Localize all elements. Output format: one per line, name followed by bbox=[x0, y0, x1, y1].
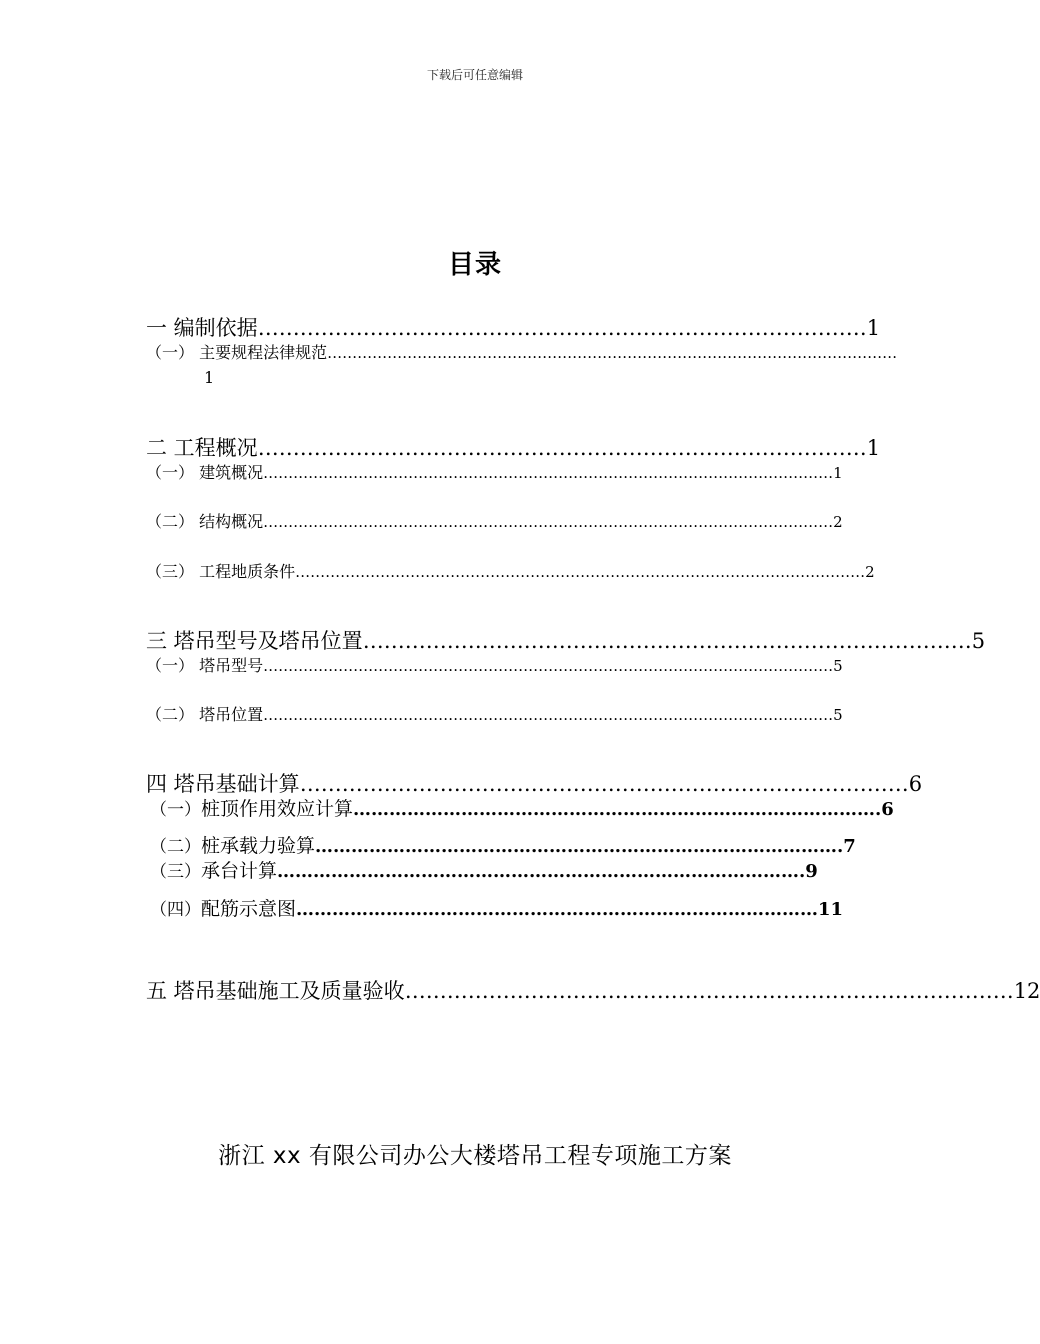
toc-entry-label: 配筋示意图 bbox=[201, 898, 297, 920]
toc-entry-label: 五 塔吊基础施工及质量验收 bbox=[146, 979, 405, 1003]
toc-entry-page: 6 bbox=[908, 772, 923, 796]
toc-entry-label: 四 塔吊基础计算 bbox=[146, 772, 300, 796]
toc-entry-prefix: （一） bbox=[150, 800, 201, 820]
toc-entry-s1[interactable] bbox=[146, 314, 881, 342]
toc-entry-label: 承台计算 bbox=[201, 860, 278, 882]
dot-leader: …………………………………………………………………………………………………… bbox=[295, 563, 866, 581]
dot-leader: …………………………………………………………………………………………………… bbox=[263, 657, 834, 675]
toc-entry-s1a[interactable] bbox=[146, 342, 898, 364]
page-header: 下载后可任意编辑 bbox=[426, 68, 523, 82]
toc-entry-s4[interactable] bbox=[146, 770, 923, 798]
toc-entry-label: 三 塔吊型号及塔吊位置 bbox=[146, 629, 363, 653]
toc-entry-page: 1 bbox=[833, 464, 843, 482]
toc-entry-page: 1 bbox=[866, 316, 881, 340]
toc-entry-label: （三） 工程地质条件 bbox=[146, 562, 296, 581]
toc-entry-s3b[interactable] bbox=[146, 704, 843, 726]
toc-entry-page: 2 bbox=[865, 563, 875, 581]
toc-entry-page: 1 bbox=[866, 436, 881, 460]
dot-leader: …………………………………………………………………………… bbox=[257, 316, 867, 340]
toc-entry-page: 5 bbox=[971, 629, 986, 653]
dot-leader: …………………………………………………………………………………………………… bbox=[263, 464, 834, 482]
toc-entry-label: 桩承载力验算 bbox=[201, 835, 316, 857]
dot-leader: …………………………………………………………………………… bbox=[404, 979, 1014, 1003]
toc-entry-page: .6 bbox=[875, 799, 894, 820]
toc-entry-page: 11 bbox=[818, 899, 844, 920]
toc-entry-label: 桩顶作用效应计算 bbox=[201, 798, 354, 820]
document-title: 浙江 xx 有限公司办公大楼塔吊工程专项施工方案 bbox=[218, 1143, 732, 1169]
toc-entry-s2c[interactable] bbox=[146, 561, 875, 583]
toc-entry-label: （一） 塔吊型号 bbox=[146, 656, 264, 675]
toc-entry-page: .7 bbox=[837, 836, 856, 857]
toc-entry-prefix: （三） bbox=[150, 862, 201, 882]
toc-entry-label: （一） 建筑概况 bbox=[146, 463, 264, 482]
dot-leader: …………………………………………………………………………… bbox=[296, 899, 819, 920]
toc-entry-label: （二） 塔吊位置 bbox=[146, 705, 264, 724]
toc-entry-s3a[interactable] bbox=[146, 655, 843, 677]
dot-leader: …………………………………………………………………………………………………… bbox=[327, 344, 898, 362]
toc-entry-label: （一） 主要规程法律规范 bbox=[146, 343, 328, 362]
toc-entry-page: .9 bbox=[799, 861, 818, 882]
dot-leader: …………………………………………………………………………… bbox=[277, 861, 800, 882]
dot-leader: …………………………………………………………………………………………………… bbox=[263, 706, 834, 724]
toc-entry-page: 12 bbox=[1013, 979, 1040, 1003]
toc-title: 目录 bbox=[447, 250, 502, 280]
toc-entry-prefix: （二） bbox=[150, 837, 201, 857]
toc-entry-page: 5 bbox=[833, 657, 843, 675]
toc-entry-page: 5 bbox=[833, 706, 843, 724]
dot-leader: …………………………………………………………………………………………………… bbox=[263, 513, 834, 531]
dot-leader: …………………………………………………………………………… bbox=[315, 836, 838, 857]
toc-entry-page: 1 bbox=[204, 368, 215, 387]
toc-entry-label: （二） 结构概况 bbox=[146, 512, 264, 531]
toc-entry-s2[interactable] bbox=[146, 434, 881, 462]
toc-entry-label: 二 工程概况 bbox=[146, 436, 258, 460]
toc-entry-prefix: （四） bbox=[150, 900, 201, 920]
toc-entry-s4c[interactable] bbox=[150, 858, 818, 884]
toc-entry-label: 一 编制依据 bbox=[146, 316, 258, 340]
dot-leader: …………………………………………………………………………… bbox=[257, 436, 867, 460]
toc-entry-s4d[interactable] bbox=[150, 896, 844, 922]
toc-entry-s3[interactable] bbox=[146, 627, 986, 655]
dot-leader: …………………………………………………………………………… bbox=[362, 629, 972, 653]
toc-entry-s4b[interactable] bbox=[150, 833, 856, 859]
dot-leader: …………………………………………………………………………… bbox=[353, 799, 876, 820]
toc-entry-s5[interactable] bbox=[146, 977, 1040, 1005]
toc-entry-page: 2 bbox=[833, 513, 843, 531]
toc-entry-s2a[interactable] bbox=[146, 462, 843, 484]
dot-leader: …………………………………………………………………………… bbox=[299, 772, 909, 796]
toc-entry-s4a[interactable] bbox=[150, 796, 894, 822]
toc-entry-s2b[interactable] bbox=[146, 511, 843, 533]
